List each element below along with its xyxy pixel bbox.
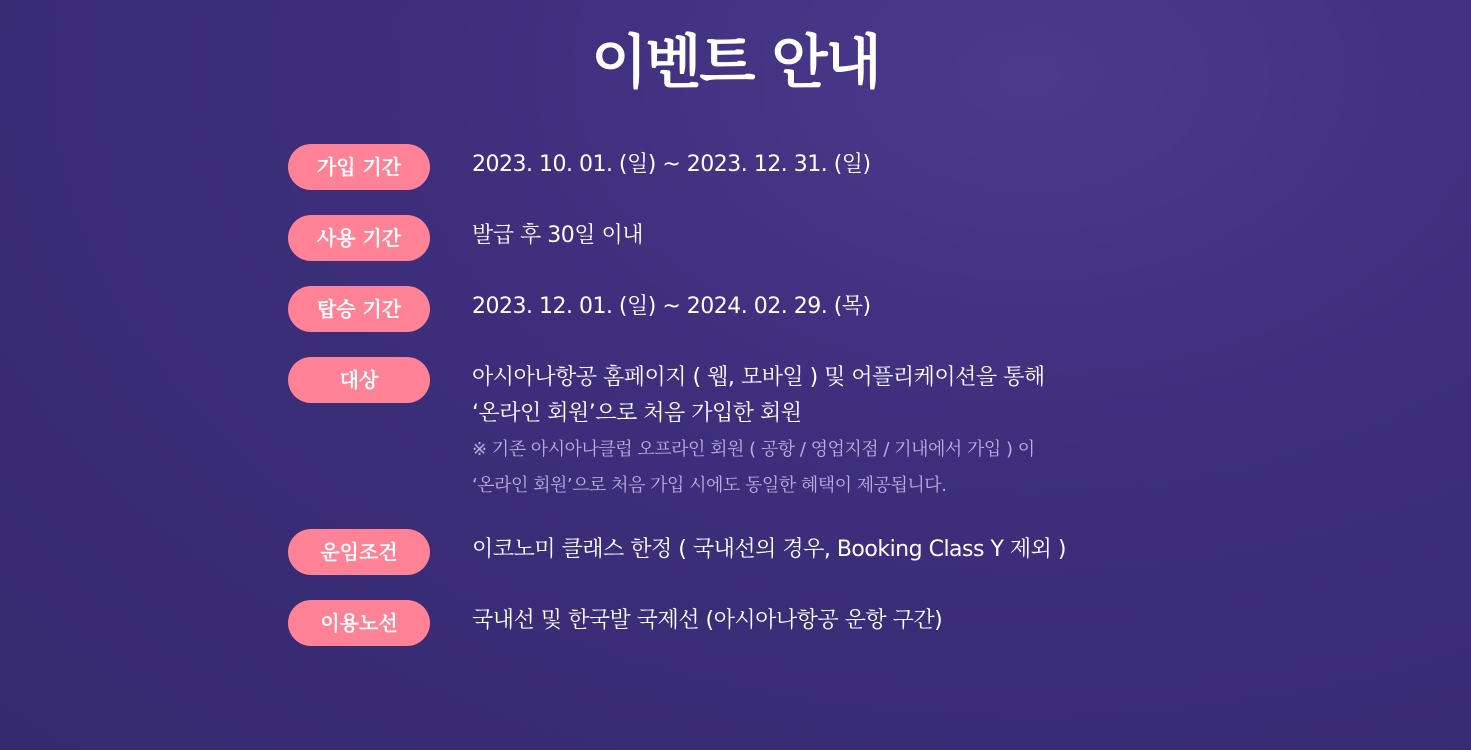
row-text-second: ‘온라인 회원’으로 처음 가입한 회원 <box>472 401 802 426</box>
label-badge: 대상 <box>288 357 430 403</box>
row-text: 발급 후 30일 이내 <box>472 223 643 248</box>
row-text: 국내선 및 한국발 국제선 (아시아나항공 운항 구간) <box>472 608 943 633</box>
label-badge: 탑승 기간 <box>288 286 430 332</box>
label-badge: 운임조건 <box>288 529 430 575</box>
row-content <box>472 357 1192 504</box>
row-text: 2023. 12. 01. (일) ~ 2024. 02. 29. (목) <box>472 294 871 319</box>
row-content <box>472 600 1192 642</box>
row-content <box>472 144 1192 186</box>
label-badge: 이용노선 <box>288 600 430 646</box>
row-text: 2023. 10. 01. (일) ~ 2023. 12. 31. (일) <box>472 152 871 177</box>
row-note-second: ‘온라인 회원’으로 처음 가입 시에도 동일한 혜택이 제공됩니다. <box>472 475 947 496</box>
label-badge: 가입 기간 <box>288 144 430 190</box>
row-content <box>472 286 1192 328</box>
row-content <box>472 215 1192 257</box>
page-title: 이벤트 안내 <box>591 28 880 96</box>
row-content <box>472 529 1192 571</box>
row-text: 이코노미 클래스 한정 ( 국내선의 경우, Booking Class Y 제외 ) <box>472 537 1066 562</box>
row-note: ※ 기존 아시아나클럽 오프라인 회원 ( 공항 / 영업지점 / 기내에서 가입 ) 이 <box>472 439 1035 460</box>
row-text: 아시아나항공 홈페이지 ( 웹, 모바일 ) 및 어플리케이션을 통해 <box>472 365 1045 390</box>
label-badge: 사용 기간 <box>288 215 430 261</box>
